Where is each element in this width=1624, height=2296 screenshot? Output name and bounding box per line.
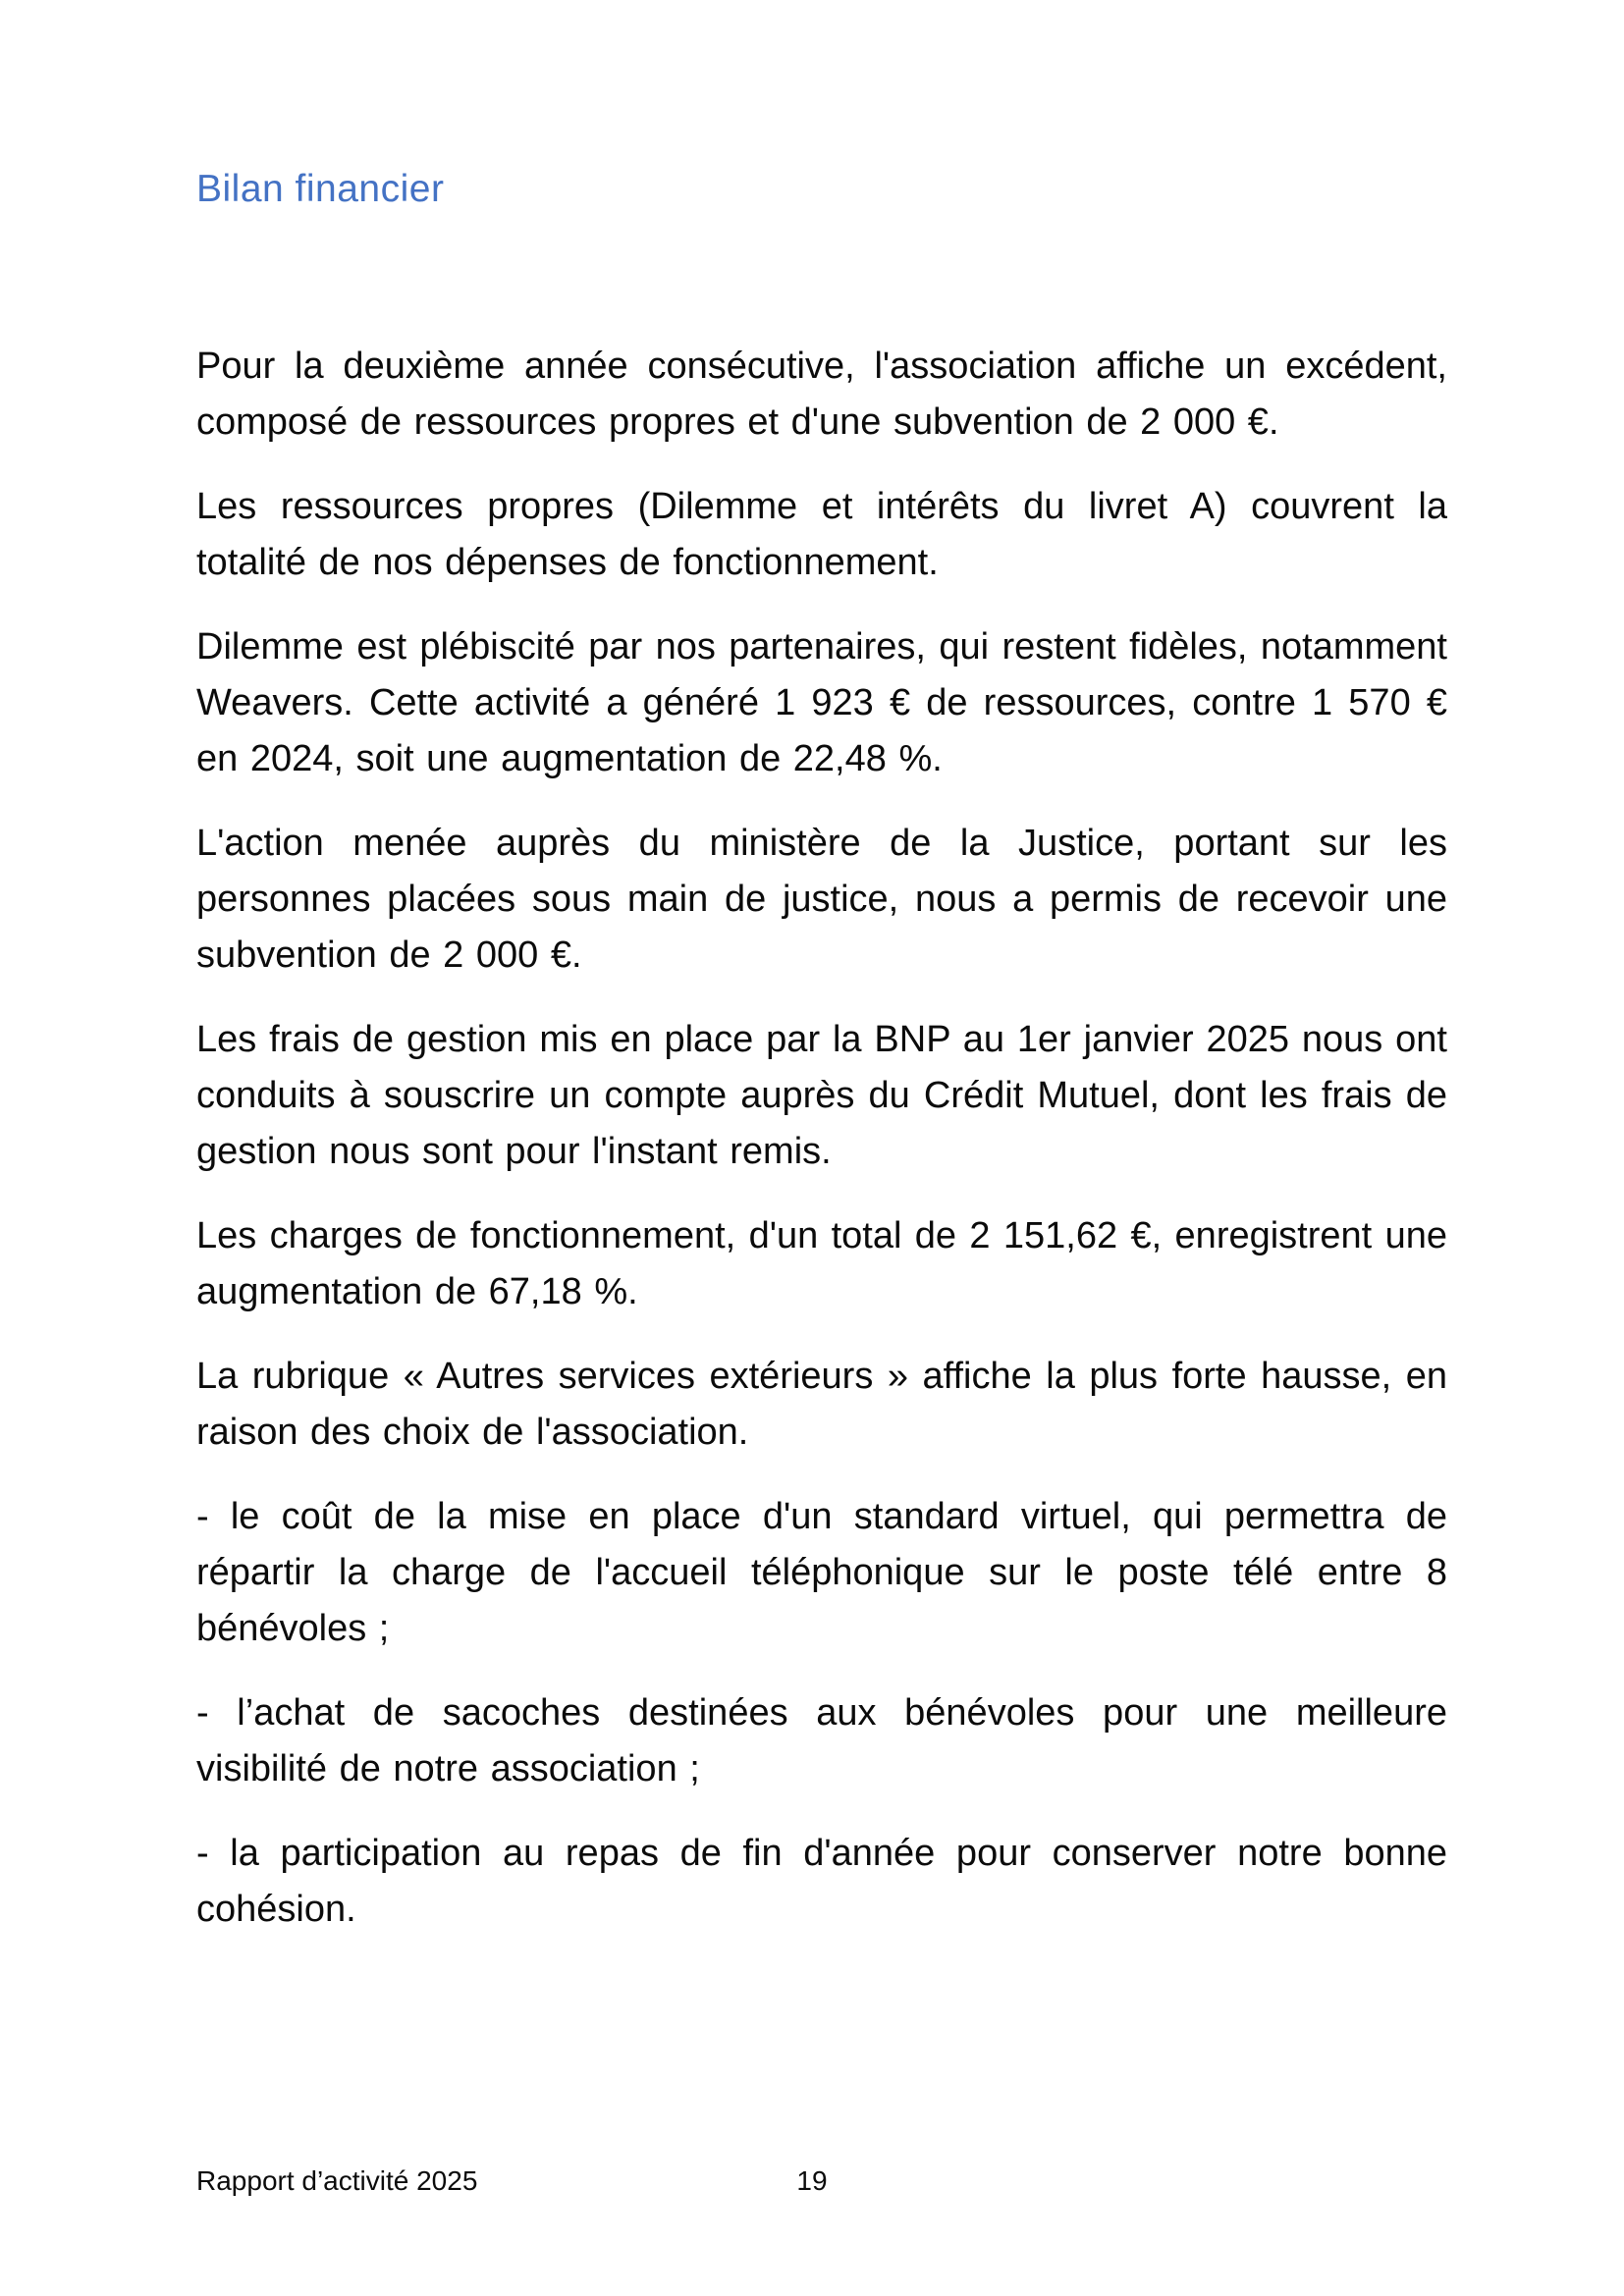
- paragraph: Les ressources propres (Dilemme et intérêts du livret A) couvrent la totalité de nos dépenses de fonctionnement.: [196, 485, 1447, 583]
- paragraph-bullet-dash: - le coût de la mise en place d'un standard virtuel, qui permettra de répartir la charge de l'accueil téléphonique sur le poste télé entre 8 bénévoles ;: [196, 1495, 1447, 1649]
- paragraph: Pour la deuxième année consécutive, l'association affiche un excédent, composé de ressources propres et d'une subvention de 2 000 €.: [196, 345, 1447, 443]
- paragraph: Dilemme est plébiscité par nos partenaires, qui restent fidèles, notamment Weavers. Cette activité a généré 1 923 € de ressources, contre 1 570 € en 2024, soit une augmentation de 22,48 %.: [196, 625, 1447, 779]
- section-heading: Bilan financier: [196, 168, 445, 210]
- paragraph: La rubrique « Autres services extérieurs » affiche la plus forte hausse, en raison des choix de l'association.: [196, 1355, 1447, 1453]
- page-footer: [0, 2165, 1624, 2205]
- paragraph-bullet-dash: - l’achat de sacoches destinées aux bénévoles pour une meilleure visibilité de notre association ;: [196, 1691, 1447, 1789]
- footer-page-number: 19: [796, 2165, 828, 2196]
- paragraph: L'action menée auprès du ministère de la Justice, portant sur les personnes placées sous main de justice, nous a permis de recevoir une subvention de 2 000 €.: [196, 822, 1447, 976]
- paragraph: Les charges de fonctionnement, d'un total de 2 151,62 €, enregistrent une augmentation de 67,18 %.: [196, 1214, 1447, 1312]
- footer-document-title: Rapport d’activité 2025: [196, 2165, 478, 2196]
- paragraph: Les frais de gestion mis en place par la BNP au 1er janvier 2025 nous ont conduits à souscrire un compte auprès du Crédit Mutuel, dont les frais de gestion nous sont pour l'instant remis.: [196, 1018, 1447, 1172]
- document-body: [196, 167, 1447, 1938]
- paragraph-bullet-dash: - la participation au repas de fin d'année pour conserver notre bonne cohésion.: [196, 1832, 1447, 1930]
